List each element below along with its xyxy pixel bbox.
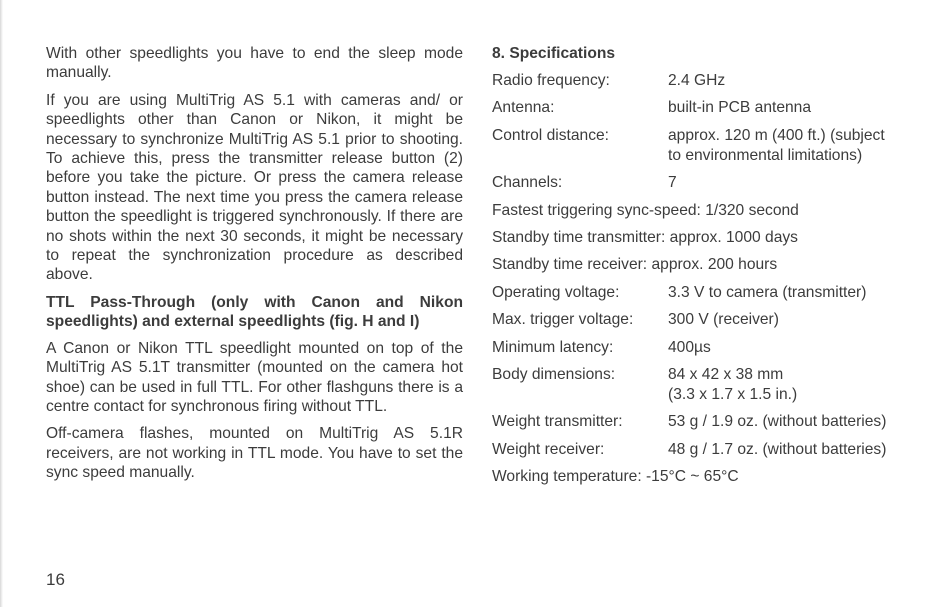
spec-row	[492, 338, 922, 358]
spec-row	[492, 173, 922, 193]
spec-row: Working temperature: -15°C ~ 65°C	[492, 468, 739, 486]
spec-row	[492, 283, 922, 303]
spec-label: Radio frequency:	[492, 72, 610, 89]
specifications-column	[492, 44, 922, 494]
paragraph-ttl-transmitter: A Canon or Nikon TTL speedlight mounted on top of the MultiTrig AS 5.1T transmitter (mounted on the camera hot shoe) can be used in full TTL. For other flashguns there is a centre contact for synchronous firing without TTL.	[46, 339, 463, 415]
spec-value-line: to environmental limitations)	[668, 146, 863, 164]
spec-label: Body dimensions:	[492, 365, 616, 383]
spec-value: 7	[668, 174, 677, 192]
spec-label: Weight transmitter:	[492, 413, 623, 431]
spec-row: Standby time transmitter: approx. 1000 days	[492, 228, 798, 246]
left-column	[46, 44, 463, 491]
spec-value: 2.4 GHz	[668, 72, 726, 89]
spec-value-line: 84 x 42 x 38 mm	[668, 365, 784, 383]
spec-row	[492, 440, 922, 460]
spec-label: Max. trigger voltage:	[492, 311, 634, 329]
spec-label: Operating voltage:	[492, 283, 620, 301]
spec-row	[492, 71, 922, 91]
spec-row	[492, 365, 922, 405]
spec-row	[492, 126, 922, 166]
spec-label: Weight receiver:	[492, 440, 605, 458]
page-edge-shadow	[0, 0, 3, 607]
spec-value	[668, 126, 922, 166]
section-heading-ttl: TTL Pass-Through (only with Canon and Nikon speedlights) and external speedlights (fig. H and I)	[46, 293, 463, 331]
spec-label: Antenna:	[492, 99, 555, 117]
spec-value: 300 V (receiver)	[668, 311, 779, 329]
spec-row	[492, 310, 922, 330]
spec-label: Minimum latency:	[492, 338, 614, 356]
spec-value-line: approx. 120 m (400 ft.) (subject	[668, 126, 885, 144]
spec-label: Control distance:	[492, 126, 610, 144]
spec-label: Channels:	[492, 174, 563, 192]
spec-value: 48 g / 1.7 oz. (without batteries)	[668, 440, 887, 458]
spec-value: 53 g / 1.9 oz. (without batteries)	[668, 413, 887, 431]
spec-value: built-in PCB antenna	[668, 99, 812, 117]
paragraph-synchronize: If you are using MultiTrig AS 5.1 with cameras and/ or speedlights other than Canon or Nikon, it might be necessary to synchronize MultiTrig AS 5.1 prior to shooting. To achieve this, press the transmitter release button (2) before you take the picture. Or press the camera release button instead. The next time you press the camera release button the speedlight is triggered synchronously. If there are no shots within the next 30 seconds, it might be necessary to repeat the synchronization procedure as described above.	[46, 91, 463, 284]
paragraph-off-camera: Off-camera flashes, mounted on MultiTrig AS 5.1R receivers, are not working in TTL mode. You have to set the sync speed manually.	[46, 425, 463, 482]
paragraph-sleep-mode: With other speedlights you have to end the sleep mode manually.	[46, 45, 463, 82]
spec-value: 3.3 V to camera (transmitter)	[668, 283, 867, 301]
page-number: 16	[46, 570, 65, 589]
spec-row	[492, 98, 922, 118]
spec-value: 400µs	[668, 338, 711, 356]
spec-row: Standby time receiver: approx. 200 hours	[492, 256, 778, 274]
spec-row	[492, 412, 922, 432]
specifications-title: 8. Specifications	[492, 45, 616, 62]
spec-value-line: (3.3 x 1.7 x 1.5 in.)	[668, 385, 798, 403]
spec-row: Fastest triggering sync-speed: 1/320 second	[492, 201, 799, 219]
spec-value	[668, 365, 922, 405]
